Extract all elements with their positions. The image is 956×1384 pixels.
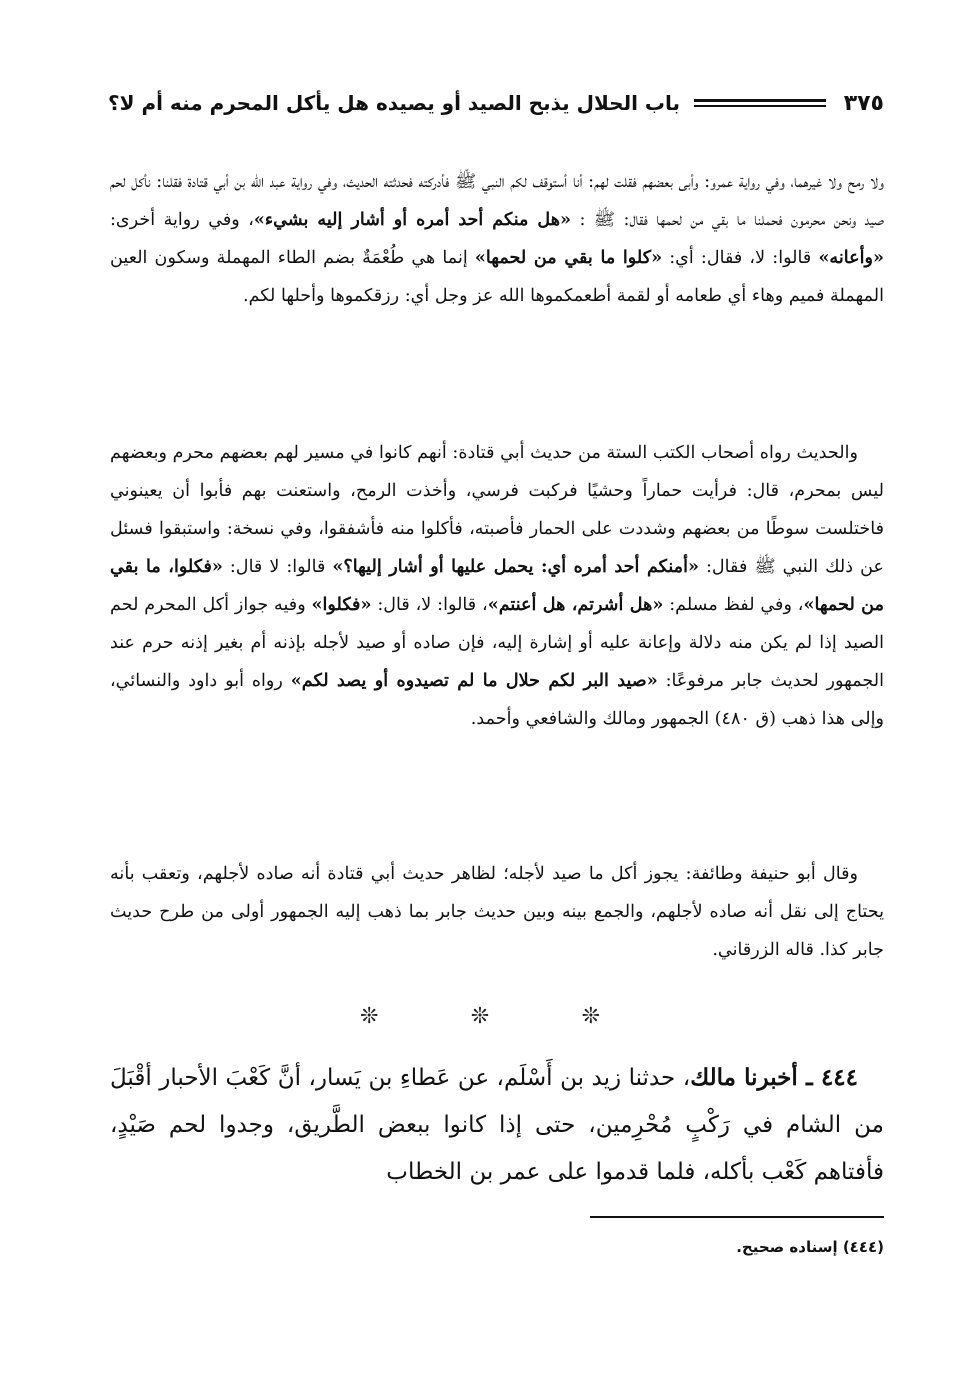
- bold-quote: «كلوا ما بقي من لحمها»: [474, 247, 663, 268]
- commentary-paragraph-2: [110, 434, 884, 738]
- bold-quote: «أمنكم أحد أمره أي: يحمل عليها أو أشار إليها؟»: [332, 556, 699, 577]
- text-run: ، وفي لفظ مسلم:: [669, 595, 804, 615]
- running-title: باب الحلال يذبح الصيد أو يصيده هل يأكل المحرم منه أم لا؟: [108, 91, 681, 115]
- text-run: والحديث رواه أصحاب الكتب الستة من حديث أبي قتادة: أنهم كانوا في مسير لهم بعضهم محرم وبعضهم ليس بمحرم، قال: فرأيت حماراً وحشيًا فركبت فرسي، وأخذت الرمح، واستعنت بهم فأبوا أن يعينوني فاختلست سوطًا من بعضهم وشددت على الحمار فأصبته، فأكلوا منه فأشفقوا، وفي نسخة: واستبقوا فسئل عن ذلك النبي ﷺ فقال:: [110, 443, 884, 577]
- page-number: ٣٧٥: [843, 90, 884, 116]
- bold-quote: «فكلوا، ما بقي من لحمها»: [110, 556, 885, 615]
- header-rule-thin: [694, 105, 826, 107]
- star-ornament-icon: ❊: [470, 1004, 490, 1029]
- hadith-number-lead: ٤٤٤ ـ أخبرنا مالك: [690, 1064, 858, 1091]
- bold-quote: «هل منكم أحد أمره أو أشار إليه بشيء»: [253, 209, 571, 230]
- commentary-paragraph-3: [110, 855, 884, 969]
- bold-quote: «فكلوا»: [311, 594, 372, 615]
- bold-quote: «وأعانه»: [818, 247, 885, 268]
- text-run: رواه أبو داود والنسائي، وإلى هذا ذهب (ق ٤٨٠) الجمهور ومالك والشافعي وأحمد.: [110, 671, 884, 729]
- paragraph-text: وقال أبو حنيفة وطائفة: يجوز أكل ما صيد لأجله؛ لظاهر حديث أبي قتادة أنه صاده لأجلهم، وتعقب بأنه يحتاج إلى نقل أنه صاده لأجلهم، والجمع بينه وبين حديث جابر بما ذهب إليه الجمهور أولى من طرح حديث جابر كذا. قاله الزرقاني.: [110, 864, 884, 960]
- footnote: (٤٤٤) إسناده صحيح.: [736, 1238, 884, 1256]
- footnote-separator: [590, 1216, 884, 1218]
- header-rule-thick: [694, 99, 826, 102]
- text-run: ، قالوا: لا، قال:: [377, 595, 488, 615]
- hadith-body: ، حدثنا زيد بن أَسْلَم، عن عَطاءِ بن يَسار، أنَّ كَعْبَ الأحبار أقْبَلَ من الشام في رَكْبٍ مُحْرِمين، حتى إذا كانوا ببعض الطَّريق، وجدوا لحم صَيْدٍ، فأفتاهم كَعْب بأكله، فلما قدموا على عمر بن الخطاب: [110, 1065, 884, 1185]
- star-ornament-icon: ❊: [360, 1004, 379, 1029]
- text-run: ، وفي رواية أخرى:: [110, 210, 254, 230]
- bold-quote: «صيد البر لكم حلال ما لم تصيدوه أو يصد لكم»: [290, 670, 658, 691]
- text-run: قالوا: لا قال:: [229, 557, 333, 577]
- hadith-text: [110, 1054, 884, 1196]
- commentary-paragraph-1: [110, 163, 884, 315]
- bold-quote: «هل أشرتم، هل أعنتم»: [487, 594, 664, 615]
- paragraph-text: [110, 163, 884, 315]
- text-run: وفيه جواز أكل المحرم لحم الصيد إذا لم يكن منه دلالة وإعانة عليه أو إشارة إليه، فإن صاده أو صيد لأجله بإذنه أم بغير إذنه حرم عند الجمهور لحديث جابر مرفوعًا:: [110, 595, 884, 691]
- page-header: [108, 86, 884, 120]
- text-run: قالوا: لا، فقال: أي:: [669, 248, 819, 268]
- text-run: إنما هي طُعْمَةٌ بضم الطاء المهملة وسكون العين المهملة فميم وهاء أي طعامه أو لقمة أطعمكموها الله عز وجل أي: رزقكموها وأحلها لكم.: [110, 248, 884, 306]
- star-ornament-icon: ❊: [581, 1004, 600, 1029]
- hadith-paragraph: [110, 1054, 884, 1196]
- header-rule: [694, 99, 826, 107]
- section-separator: [360, 1004, 600, 1029]
- text-run: ولا رمح ولا غيرهما، وفي رواية عمرو: وأبى بعضهم فقلت لهم: أنا أستوقف لكم النبي ﷺ فأدركته فحدثته الحديث، وفي رواية عبد الله بن أبي قتادة فقلنا: نأكل لحم صيد ونحن محرمون فحملنا ما بقي من لحمها فقال: ﷺ :: [110, 172, 884, 230]
- paragraph-text: [110, 434, 884, 738]
